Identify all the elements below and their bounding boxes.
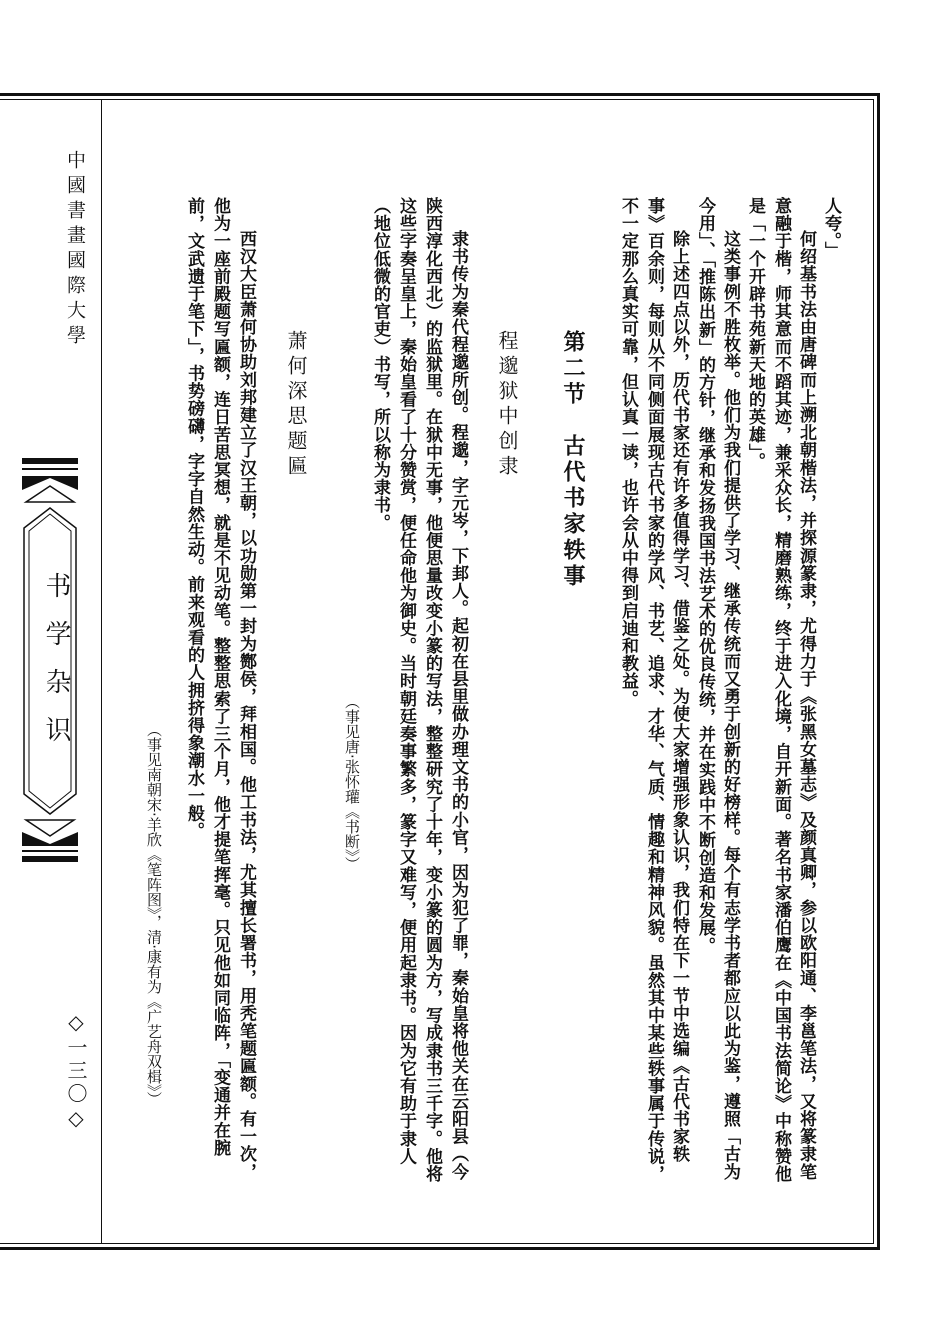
story-title-cheng-miao: 程邈狱中创隶	[495, 330, 519, 480]
text-column-15: 他为一座前殿题写匾额，连日苦思冥想，就是不见动笔。整整思索了三个月，他才提笔挥毫。只见他如同临阵，「变通并在腕	[210, 197, 230, 1157]
text-column-1: 人夸。」	[821, 197, 841, 259]
text-column-13: （地位低微的官吏）书写，所以称为隶书。	[370, 197, 390, 532]
source-note-1: （事见唐·张怀瓘《书断》）	[343, 694, 361, 872]
chevron-up-ornament	[22, 476, 78, 504]
ornament-bar-bottom	[22, 856, 78, 862]
chevron-down-ornament	[22, 818, 78, 846]
text-column-6: 今用」、「推陈出新」的方针，继承和发扬我国书法艺术的优良传统，并在实践中不断创造和发展。	[695, 197, 715, 955]
ornament-line-bottom	[22, 850, 78, 852]
text-column-9: 不一定那么真实可靠，但认真一读，也许会从中得到启迪和教益。	[618, 197, 638, 708]
text-column-10: 隶书传为秦代程邈所创。程邈，字元岑，下邽人。起初在县里做办理文书的小官，因为犯了罪，秦始皇将他关在云阳县（今	[448, 230, 468, 1181]
text-column-16: 前，文武遗于笔下」，书势磅礴，字字自然生动。前来观看的人拥挤得象潮水一般。	[184, 197, 204, 840]
text-column-12: 这些字奏呈皇上，秦始皇看了十分赞赏，便任命他为御史。当时朝廷奏事繁多，篆字又难写，便用起隶书。因为它有助于隶人	[396, 197, 416, 1165]
text-column-11: 陕西淳化西北）的监狱里。在狱中无事，他便思量改变小篆的写法，整整研究了十年，变小篆的圆为方，写成隶书三千字。他将	[422, 197, 442, 1183]
text-column-4: 是「一个开辟书苑新天地的英雄」。	[745, 197, 765, 471]
source-note-2: （事见南朝宋·羊欣《笔阵图》，清·康有为《广艺舟双楫》）	[145, 722, 163, 1107]
book-title: 书学杂识	[41, 572, 71, 764]
page-number: ◇一三〇◇	[64, 1010, 88, 1133]
ornament-bar-top	[22, 458, 78, 464]
text-column-8: 事》百余则，每则从不同侧面展现古代书家的学风、书艺、追求、才华、气质、情趣和精神风貌。虽然其中某些轶事属于传说，	[644, 197, 664, 1183]
text-column-7: 除上述四点以外，历代书家还有许多值得学习、借鉴之处。为使大家增强形象认识，我们特在下一节中选编《古代书家轶	[669, 230, 689, 1163]
margin-rule	[101, 99, 102, 1244]
text-column-2: 何绍基书法由唐碑而上溯北朝楷法，并探源篆隶，尤得力于《张黑女墓志》及颜真卿，参以欧阳通、李邕笔法，又将篆隶笔	[796, 230, 816, 1181]
text-column-14: 西汉大臣萧何协助刘邦建立了汉王朝，以功勋第一封为酂侯，拜相国。他工书法，尤其擅长署书，用秃笔题匾额。有一次，	[236, 230, 256, 1181]
story-title-xiao-he: 萧何深思题匾	[284, 330, 308, 480]
text-column-3: 意融于楷，师其意而不蹈其迹，兼采众长，精磨熟练，终于进入化境，自开新面。著名书家潘伯鹰在《中国书法简论》中称赞他	[771, 197, 791, 1183]
text-column-5: 这类事例不胜枚举。他们为我们提供了学习、继承传统而又勇于创新的好榜样。每个有志学书者都应以此为鉴，遵照「古为	[720, 230, 740, 1181]
university-name: 中國書畫國際大學	[64, 150, 86, 350]
ornament-line-top	[22, 468, 78, 470]
section-heading: 第二节 古代书家轶事	[560, 330, 585, 590]
